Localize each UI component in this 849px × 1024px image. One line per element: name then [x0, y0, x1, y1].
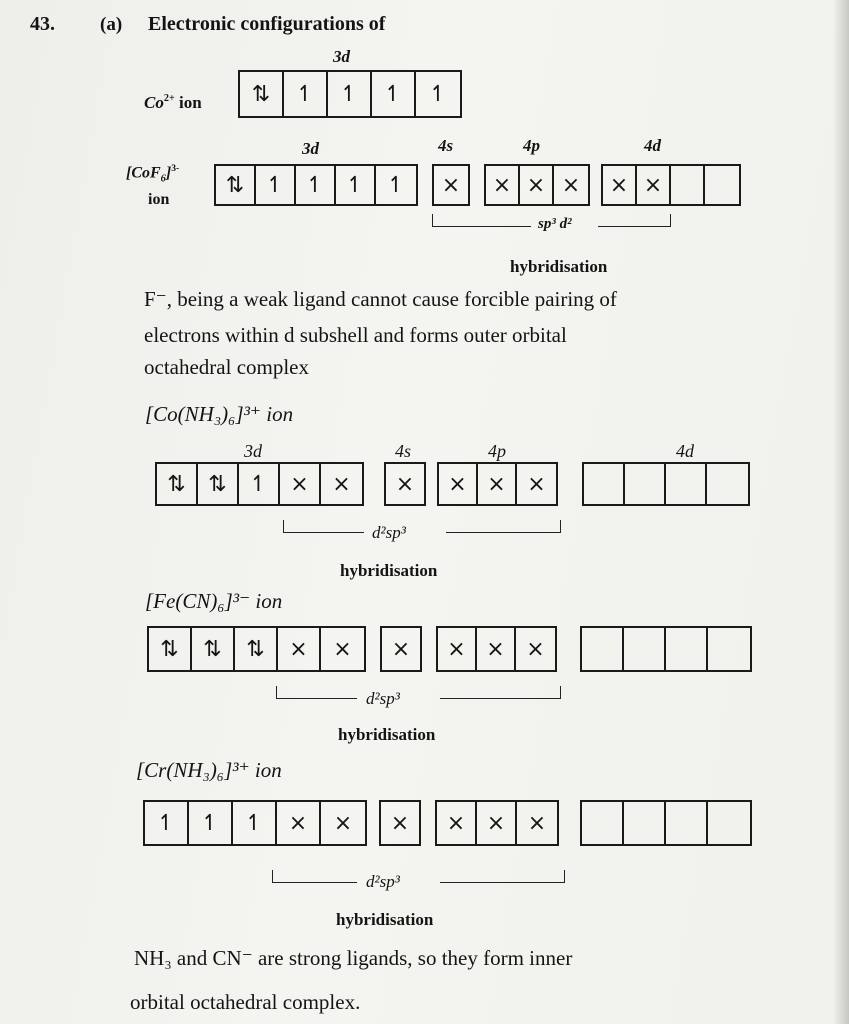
question-number: 43. [30, 13, 55, 35]
orbital-box-bonded: × [333, 810, 353, 836]
orbital-box-electron: ↿ [296, 166, 336, 204]
orbital-box-electron: ↿ [328, 72, 372, 116]
co-ion-3d-boxes [238, 70, 462, 118]
orbital-box-electron: ↿ [428, 81, 448, 107]
para-f-line2: electrons within d subshell and forms outer orbital [144, 323, 567, 347]
orbital-box-bonded: × [332, 471, 351, 497]
orbital-box-empty [625, 464, 666, 504]
fe-cn-title: [Fe(CN)₆]³⁻ ion [145, 589, 283, 613]
cof6-bracket-right [598, 214, 671, 227]
co-nh3-3d-boxes [155, 462, 364, 506]
page-edge-shadow [833, 0, 849, 1024]
orbital-box-electron: ⇅ [235, 628, 278, 670]
orbital-box-electron: ↿ [386, 172, 406, 198]
cr-nh3-3d-boxes [143, 800, 367, 846]
fe-cn-hybrid-label: hybridisation [338, 725, 436, 744]
cof6-4s-label: 4s [438, 136, 454, 155]
orbital-box-bonded: × [527, 810, 547, 836]
co-nh3-4p-label: 4p [488, 441, 506, 461]
orbital-box-empty [708, 628, 750, 670]
co-nh3-4d-label: 4d [676, 441, 694, 461]
orbital-box-bonded: × [603, 166, 637, 204]
orbital-box-electron: ⇅ [192, 628, 235, 670]
orbital-box-empty [666, 628, 708, 670]
cof6-3d-boxes [214, 164, 418, 206]
para-f-line1: F⁻, being a weak ligand cannot cause forcible pairing of [144, 287, 617, 311]
orbital-box-bonded: × [527, 471, 546, 497]
cof6-3d-label: 3d [302, 139, 319, 158]
co-nh3-bracket-right [446, 520, 561, 533]
orbital-box-bonded: × [280, 464, 321, 504]
cof6-4p-boxes [484, 164, 590, 206]
fe-cn-bracket-right [440, 686, 561, 699]
orbital-box-empty [708, 802, 750, 844]
cof6-ion-suffix: ion [148, 191, 170, 208]
orbital-box-electron: ↿ [336, 166, 376, 204]
para-end-line1: NH₃ and CN⁻ are strong ligands, so they form inner [134, 946, 573, 970]
orbital-box-bonded: × [561, 172, 581, 198]
cr-nh3-bracket-left [272, 870, 357, 883]
co-ion-3d-label: 3d [333, 47, 350, 66]
orbital-box-bonded: × [526, 636, 545, 662]
cof6-hybrid-type: sp³ d² [538, 216, 572, 232]
co-nh3-title: [Co(NH₃)₆]³⁺ ion [145, 402, 294, 426]
fe-cn-4s-box [380, 626, 422, 672]
orbital-box-bonded: × [395, 471, 415, 497]
orbital-box-electron: ↿ [239, 464, 280, 504]
para-end-line2: orbital octahedral complex. [130, 990, 361, 1014]
orbital-box-bonded: × [333, 636, 352, 662]
co-nh3-bracket-left [283, 520, 364, 533]
cr-nh3-4d-boxes [580, 800, 752, 846]
orbital-box-electron: ⇅ [149, 628, 192, 670]
cof6-hybrid-label: hybridisation [510, 257, 608, 276]
co-nh3-4s-box [384, 462, 426, 506]
orbital-box-bonded: × [486, 166, 520, 204]
orbital-box-electron: ↿ [233, 802, 277, 844]
para-f-line3: octahedral complex [144, 355, 310, 379]
orbital-box-bonded: × [477, 802, 517, 844]
fe-cn-bracket-left [276, 686, 357, 699]
orbital-box-empty [582, 802, 624, 844]
cr-nh3-title: [Cr(NH₃)₆]³⁺ ion [136, 758, 282, 782]
co-nh3-4p-boxes [437, 462, 558, 506]
cr-nh3-hybrid-label: hybridisation [336, 910, 434, 929]
fe-cn-hybrid-type: d²sp³ [366, 689, 400, 708]
cr-nh3-hybrid-type: d²sp³ [366, 872, 400, 891]
orbital-box-bonded: × [439, 464, 478, 504]
orbital-box-electron: ↿ [256, 166, 296, 204]
cr-nh3-4s-box [379, 800, 421, 846]
orbital-box-empty [705, 166, 739, 204]
orbital-box-electron: ↿ [372, 72, 416, 116]
orbital-box-bonded: × [390, 810, 410, 836]
fe-cn-4p-boxes [436, 626, 557, 672]
question-part: (a) [100, 14, 123, 35]
orbital-box-bonded: × [278, 628, 321, 670]
co-nh3-hybrid-label: hybridisation [340, 561, 438, 580]
orbital-box-bonded: × [441, 172, 461, 198]
orbital-box-empty [624, 802, 666, 844]
orbital-box-electron: ⇅ [198, 464, 239, 504]
orbital-box-bonded: × [438, 628, 477, 670]
co-nh3-4s-label: 4s [395, 441, 412, 461]
orbital-box-electron: ⇅ [157, 464, 198, 504]
orbital-box-bonded: × [391, 636, 411, 662]
fe-cn-3d-boxes [147, 626, 366, 672]
orbital-box-bonded: × [637, 166, 671, 204]
orbital-box-bonded: × [478, 464, 517, 504]
co-nh3-hybrid-type: d²sp³ [372, 523, 406, 542]
cof6-label: $[CoF_6]^{3-}$ [126, 163, 180, 185]
cof6-4p-label: 4p [523, 136, 540, 155]
orbital-box-bonded: × [520, 166, 554, 204]
co-nh3-3d-label: 3d [244, 441, 262, 461]
co-nh3-4d-boxes [582, 462, 750, 506]
orbital-box-bonded: × [437, 802, 477, 844]
orbital-box-empty [666, 464, 707, 504]
orbital-box-bonded: × [477, 628, 516, 670]
orbital-box-electron: ⇅ [216, 166, 256, 204]
orbital-box-empty [707, 464, 748, 504]
orbital-box-electron: ↿ [284, 72, 328, 116]
orbital-box-bonded: × [277, 802, 321, 844]
orbital-box-electron: ↿ [145, 802, 189, 844]
orbital-box-empty [584, 464, 625, 504]
cr-nh3-bracket-right [440, 870, 565, 883]
orbital-box-electron: ⇅ [240, 72, 284, 116]
cof6-4d-boxes [601, 164, 741, 206]
cof6-4d-label: 4d [644, 136, 661, 155]
co-ion-label: $Co^{2+}$ ion [144, 93, 202, 113]
question-heading: Electronic configurations of [148, 13, 386, 35]
orbital-box-electron: ↿ [189, 802, 233, 844]
cr-nh3-4p-boxes [435, 800, 559, 846]
orbital-box-empty [671, 166, 705, 204]
fe-cn-4d-boxes [580, 626, 752, 672]
cof6-4s-box [432, 164, 470, 206]
orbital-box-empty [624, 628, 666, 670]
orbital-box-empty [666, 802, 708, 844]
orbital-box-empty [582, 628, 624, 670]
cof6-bracket-left [432, 214, 531, 227]
